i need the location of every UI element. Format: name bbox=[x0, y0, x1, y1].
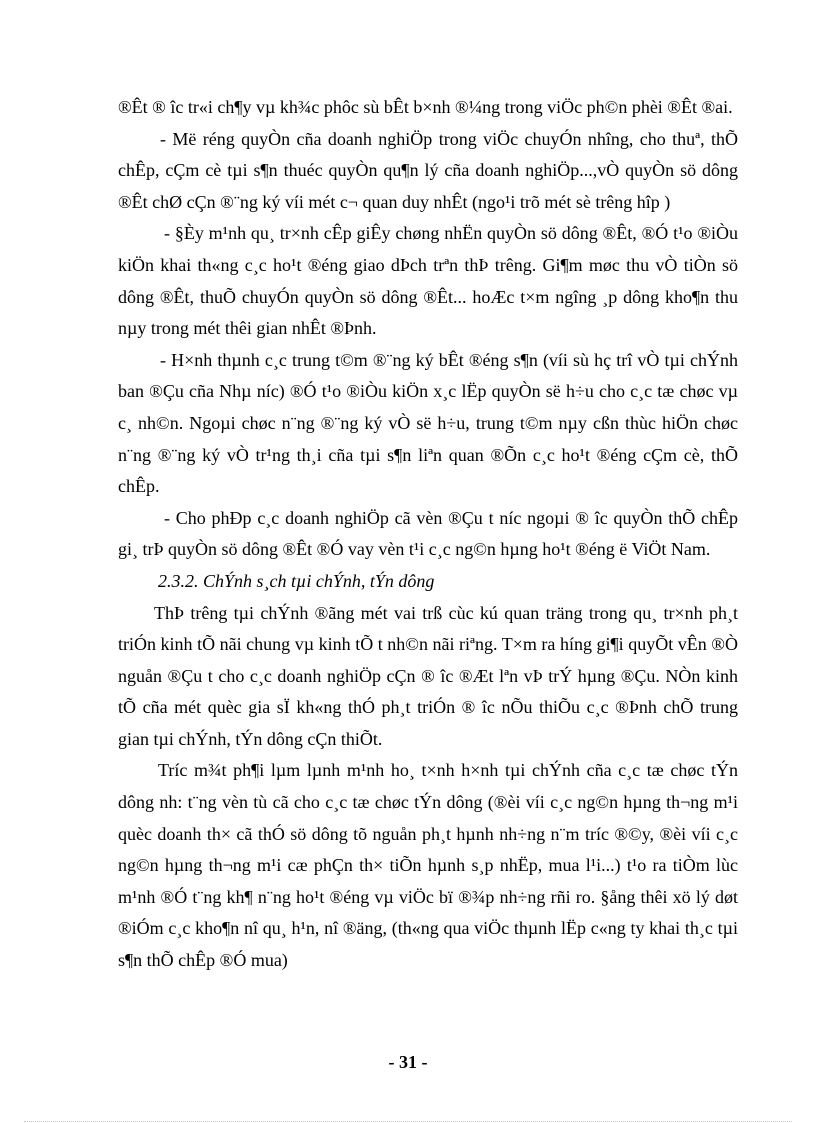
paragraph: - H×nh thµnh c¸c trung t©m ®¨ng ký bÊt ®éng s¶n (víi sù hç trî vÒ tµi chÝnh ban ®Çu cña Nhµ níc) ®Ó t¹o ®iÒu kiÖn x¸c lËp quyÒn së h÷u cho c¸c tæ chøc vµ c¸ nh©n. Ngoµi chøc n¨ng ®¨ng ký vÒ së h÷u, trung t©m nµy cßn thùc hiÖn chøc n¨ng ®¨ng ký vÒ tr¹ng th¸i cña tµi s¶n liªn quan ®Õn c¸c ho¹t ®éng cÇm cè, thÕ chÊp. bbox=[118, 349, 738, 497]
footer-divider bbox=[24, 1121, 792, 1122]
paragraph: ®Êt ® îc tr«i ch¶y vµ kh¾c phôc sù bÊt b×nh ®¼ng trong viÖc ph©n phèi ®Êt ®ai. bbox=[118, 97, 733, 117]
section-heading: 2.3.2. ChÝnh s¸ch tµi chÝnh, tÝn dông bbox=[158, 570, 435, 591]
paragraph: Tríc m¾t ph¶i lµm lµnh m¹nh ho¸ t×nh h×nh tµi chÝnh cña c¸c tæ chøc tÝn dông nh: t¨ng vèn tù cã cho c¸c tæ chøc tÝn dông (®èi víi c¸c ng©n hµng th¬ng m¹i quèc doanh th× cã thÓ sö dông tõ nguån ph¸t hµnh nh÷ng n¨m tríc ®©y, ®èi víi c¸c ng©n hµng th¬ng m¹i cæ phÇn th× tiÕn hµnh s¸p nhËp, mua l¹i...) t¹o ra tiÒm lùc m¹nh ®Ó t¨ng kh¶ n¨ng ho¹t ®éng vµ viÖc bï ®¾p nh÷ng rñi ro. §ång thêi xö lý døt ®iÓm c¸c kho¶n nî qu¸ h¹n, nî ®äng, (th«ng qua viÖc thµnh lËp c«ng ty khai th¸c tµi s¶n thÕ chÊp ®Ó mua) bbox=[118, 760, 738, 971]
paragraph: ThÞ trêng tµi chÝnh ®ãng mét vai trß cùc kú quan träng trong qu¸ tr×nh ph¸t triÓn kinh tÕ nãi chung vµ kinh tÕ t nh©n nãi riªng. T×m ra híng gi¶i quyÕt vÊn ®Ò nguån ®Çu t cho c¸c doanh nghiÖp cÇn ® îc ®Æt lªn vÞ trÝ hµng ®Çu. NÒn kinh tÕ cña mét quèc gia sÏ kh«ng thÓ ph¸t triÓn ® îc nÕu thiÕu c¸c ®Þnh chÕ trung gian tµi chÝnh, tÝn dông cÇn thiÕt. bbox=[118, 602, 738, 749]
paragraph: - §Èy m¹nh qu¸ tr×nh cÊp giÊy chøng nhËn quyÒn sö dông ®Êt, ®Ó t¹o ®iÒu kiÖn khai th«ng c¸c ho¹t ®éng giao dÞch trªn thÞ trêng. Gi¶m møc thu vÒ tiÒn sö dông ®Êt, thuÕ chuyÓn quyÒn sö dông ®Êt... hoÆc t×m ngîng ¸p dông kho¶n thu nµy trong mét thêi gian nhÊt ®Þnh. bbox=[118, 223, 738, 339]
paragraph: - Më réng quyÒn cña doanh nghiÖp trong viÖc chuyÓn nhîng, cho thuª, thÕ chÊp, cÇm cè tµi s¶n thuéc quyÒn qu¶n lý cña doanh nghiÖp...,vÒ quyÒn sö dông ®Êt chØ cÇn ®¨ng ký víi mét c¬ quan duy nhÊt (ngo¹i trõ mét sè trêng hîp ) bbox=[118, 128, 738, 212]
body-text bbox=[118, 92, 738, 977]
paragraph: - Cho phÐp c¸c doanh nghiÖp cã vèn ®Çu t níc ngoµi ® îc quyÒn thÕ chÊp gi¸ trÞ quyÒn sö dông ®Êt ®Ó vay vèn t¹i c¸c ng©n hµng ho¹t ®éng ë ViÖt Nam. bbox=[118, 507, 738, 560]
page-number: - 31 - bbox=[388, 1052, 428, 1072]
